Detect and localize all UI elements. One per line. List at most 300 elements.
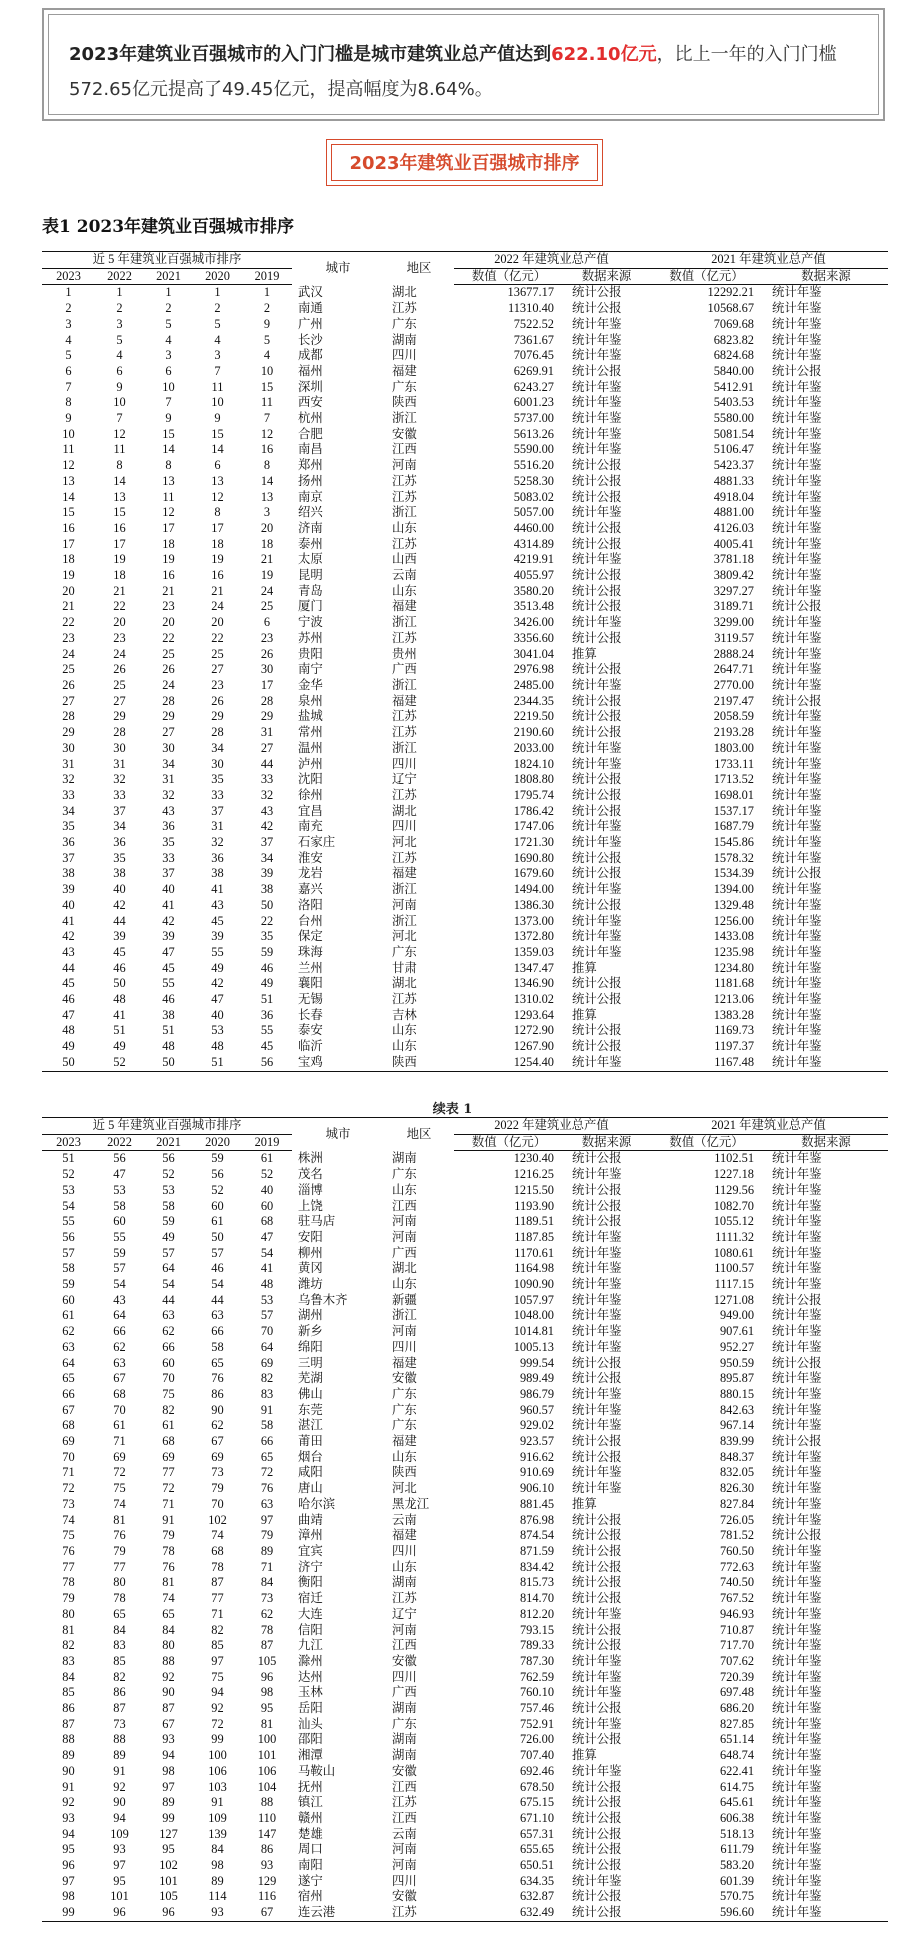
region-name: 江西 xyxy=(392,442,417,457)
table-row xyxy=(42,521,888,537)
rank-2022: 23 xyxy=(113,630,126,645)
output-2022-source: 统计年鉴 xyxy=(572,1418,622,1433)
rank-2019: 95 xyxy=(260,1701,274,1716)
rank-2020: 41 xyxy=(211,882,224,897)
city-name: 周口 xyxy=(298,1842,323,1857)
table-row xyxy=(42,490,888,506)
rank-2021: 37 xyxy=(162,866,175,881)
rank-2022: 6 xyxy=(116,363,123,378)
rank-2020: 18 xyxy=(211,536,224,551)
rank-2019: 72 xyxy=(260,1465,274,1480)
rank-2023: 94 xyxy=(62,1826,75,1841)
rank-2020: 65 xyxy=(211,1355,224,1370)
output-2021-value: 1545.86 xyxy=(713,835,755,850)
rank-group-header: 近 5 年建筑业百强城市排序 xyxy=(42,1118,292,1135)
rank-2023: 14 xyxy=(62,489,75,504)
output-2021-source: 统计年鉴 xyxy=(772,1182,822,1197)
region-name: 浙江 xyxy=(392,505,417,520)
output-2021-value: 1433.08 xyxy=(713,929,755,944)
output-2021-source: 统计年鉴 xyxy=(772,787,822,802)
rank-2021: 77 xyxy=(162,1465,175,1480)
output-2021-source: 统计年鉴 xyxy=(772,1324,822,1339)
output-2022-value: 910.69 xyxy=(519,1465,555,1480)
table-row xyxy=(42,1905,888,1921)
city-name: 潍坊 xyxy=(298,1277,323,1292)
output-2022-source: 统计年鉴 xyxy=(572,1481,622,1496)
rank-2022: 89 xyxy=(113,1748,126,1763)
table-row xyxy=(42,458,888,474)
rank-2023: 62 xyxy=(62,1324,75,1339)
rank-2021: 105 xyxy=(159,1889,178,1904)
rank-2019: 97 xyxy=(260,1512,274,1527)
rank-2019: 64 xyxy=(260,1339,274,1354)
output-2022-source: 统计公报 xyxy=(572,1512,622,1527)
output-2021-source: 统计年鉴 xyxy=(772,1371,822,1386)
rank-2022: 74 xyxy=(113,1496,126,1511)
rank-2023: 88 xyxy=(62,1732,75,1747)
output-2022-source: 统计公报 xyxy=(572,1039,622,1054)
rank-2022: 64 xyxy=(113,1308,126,1323)
region-name: 黑龙江 xyxy=(392,1496,430,1511)
output-2022-value: 5737.00 xyxy=(513,411,555,426)
rank-2020: 28 xyxy=(211,725,224,740)
rank-2021: 56 xyxy=(162,1151,175,1166)
rank-2022: 2 xyxy=(116,301,123,316)
output-2021-value: 826.30 xyxy=(719,1481,755,1496)
table-row xyxy=(42,1199,888,1215)
rank-2020: 106 xyxy=(208,1763,227,1778)
rank-2019: 41 xyxy=(260,1261,274,1276)
rank-2020: 67 xyxy=(211,1434,224,1449)
rank-2020: 7 xyxy=(214,363,221,378)
output-2021-value: 5403.53 xyxy=(713,395,755,410)
rank-2020: 4 xyxy=(214,332,221,347)
rank-2021: 51 xyxy=(162,1023,175,1038)
rank-2022: 63 xyxy=(113,1355,126,1370)
rank-group-header: 近 5 年建筑业百强城市排序 xyxy=(42,252,292,269)
output-2022-value: 1057.97 xyxy=(513,1292,555,1307)
rank-2019: 93 xyxy=(260,1858,274,1873)
table-row xyxy=(42,1214,888,1230)
output-2022-value: 815.73 xyxy=(519,1575,555,1590)
table-row xyxy=(42,1371,888,1387)
table-row xyxy=(42,819,888,835)
rank-2023: 82 xyxy=(62,1638,75,1653)
rank-2020: 85 xyxy=(211,1638,224,1653)
output-2022-value: 1272.90 xyxy=(513,1023,555,1038)
region-name: 陕西 xyxy=(384,1055,454,1071)
city-name: 武汉 xyxy=(298,285,323,300)
rank-2019: 100 xyxy=(257,1732,277,1747)
city-name: 石家庄 xyxy=(298,835,336,850)
rank-2021: 28 xyxy=(162,693,175,708)
output-2021-source: 统计年鉴 xyxy=(772,1496,822,1511)
rank-2022: 80 xyxy=(113,1575,126,1590)
output-2021-source: 统计年鉴 xyxy=(772,1810,822,1825)
section-heading-text: 2023年建筑业百强城市排序 xyxy=(331,144,598,181)
region-name: 山东 xyxy=(392,520,417,535)
rank-2020: 34 xyxy=(211,740,224,755)
rank-2020: 98 xyxy=(211,1858,224,1873)
rank-2022: 16 xyxy=(113,520,126,535)
rank-2019: 58 xyxy=(260,1418,274,1433)
rank-2023: 2 xyxy=(65,301,72,316)
output-2022-source: 统计公报 xyxy=(572,1449,622,1464)
output-2022-value: 1187.85 xyxy=(514,1229,555,1244)
table-row xyxy=(42,1560,888,1576)
rank-2020: 32 xyxy=(211,835,224,850)
rank-2021: 52 xyxy=(162,1167,175,1182)
table-row xyxy=(42,866,888,882)
rank-2022: 30 xyxy=(113,740,126,755)
output-2021-source: 统计年鉴 xyxy=(772,1763,822,1778)
rank-2020: 29 xyxy=(211,709,224,724)
city-name: 济宁 xyxy=(298,1559,323,1574)
output-2021-source: 统计年鉴 xyxy=(772,772,822,787)
region-name: 云南 xyxy=(392,1826,417,1841)
rank-2019: 101 xyxy=(257,1748,277,1763)
rank-2022: 7 xyxy=(116,411,123,426)
rank-2023: 40 xyxy=(62,897,75,912)
output-2021-header: 2021 年建筑业总产值 xyxy=(649,252,888,269)
output-2022-value: 1164.98 xyxy=(514,1261,555,1276)
rank-2021: 11 xyxy=(162,489,175,504)
city-header: 城市 xyxy=(292,252,384,285)
rank-2021: 63 xyxy=(162,1308,175,1323)
city-name: 南昌 xyxy=(298,442,323,457)
region-name: 湖北 xyxy=(392,1261,417,1276)
region-name: 四川 xyxy=(392,1543,417,1558)
rank-2023: 44 xyxy=(62,960,75,975)
output-2021-source: 统计年鉴 xyxy=(772,1151,822,1166)
output-2021-source: 统计年鉴 xyxy=(772,1308,822,1323)
table-row xyxy=(42,1701,888,1717)
rank-2020: 16 xyxy=(211,568,224,583)
rank-2021: 39 xyxy=(162,929,175,944)
output-2022-value: 11310.40 xyxy=(508,301,555,316)
output-2022-value: 757.46 xyxy=(519,1701,555,1716)
year-header: 2022 xyxy=(95,268,144,285)
city-name: 徐州 xyxy=(298,787,323,802)
table-row xyxy=(42,1544,888,1560)
table-row xyxy=(42,1623,888,1639)
rank-2020: 25 xyxy=(211,646,224,661)
output-2022-value: 1014.81 xyxy=(513,1324,555,1339)
table-row xyxy=(42,1277,888,1293)
table-row xyxy=(42,474,888,490)
rank-2023: 49 xyxy=(62,1039,75,1054)
region-name: 贵州 xyxy=(392,646,417,661)
rank-2023: 4 xyxy=(65,332,72,347)
output-2021-value: 622.41 xyxy=(719,1763,755,1778)
region-name: 福建 xyxy=(392,1434,417,1449)
output-2022-source: 统计公报 xyxy=(572,1638,622,1653)
rank-2021: 13 xyxy=(162,473,175,488)
rank-2023: 13 xyxy=(62,473,75,488)
table-row xyxy=(42,1167,888,1183)
rank-2021: 46 xyxy=(162,992,175,1007)
rank-2019: 38 xyxy=(260,882,274,897)
output-2022-value: 650.51 xyxy=(519,1858,555,1873)
intro-part1: 2023年建筑业百强城市的入门门槛是城市建筑业总产值达到 xyxy=(69,44,552,65)
output-2022-value: 632.87 xyxy=(519,1889,555,1904)
table-row xyxy=(42,1246,888,1262)
rank-2023: 16 xyxy=(62,520,75,535)
rank-2020: 46 xyxy=(211,1261,224,1276)
city-name: 连云港 xyxy=(292,1905,384,1921)
rank-2021: 94 xyxy=(162,1748,175,1763)
rank-2023: 10 xyxy=(62,426,75,441)
year-header: 2023 xyxy=(42,268,95,285)
rank-2021: 34 xyxy=(162,756,175,771)
output-2021-value: 596.60 xyxy=(649,1905,764,1921)
rank-2023: 30 xyxy=(62,740,75,755)
rank-2021: 26 xyxy=(162,662,175,677)
region-name: 江西 xyxy=(392,1638,417,1653)
region-name: 福建 xyxy=(392,866,417,881)
rank-2022: 9 xyxy=(116,379,123,394)
rank-2022: 72 xyxy=(113,1465,126,1480)
output-2021-value: 842.63 xyxy=(719,1402,755,1417)
output-2022-source: 统计公报 xyxy=(572,489,622,504)
city-name: 三明 xyxy=(298,1355,323,1370)
rank-2020: 73 xyxy=(211,1465,224,1480)
output-2021-value: 3299.00 xyxy=(713,615,755,630)
table-row xyxy=(42,1685,888,1701)
output-2022-value: 1193.90 xyxy=(514,1198,555,1213)
output-2021-source: 统计年鉴 xyxy=(772,1638,822,1653)
output-2022-value: 6243.27 xyxy=(513,379,555,394)
rank-2020: 74 xyxy=(211,1528,224,1543)
region-name: 山东 xyxy=(392,1039,417,1054)
intro-text xyxy=(48,14,879,115)
rank-2022: 79 xyxy=(113,1543,126,1558)
region-name: 四川 xyxy=(392,1669,417,1684)
rank-2019: 104 xyxy=(257,1779,277,1794)
rank-2023: 34 xyxy=(62,803,75,818)
rank-2021: 35 xyxy=(162,835,175,850)
rank-2021: 33 xyxy=(162,850,175,865)
output-2022-source: 统计年鉴 xyxy=(572,1245,622,1260)
output-2021-source: 统计年鉴 xyxy=(772,442,822,457)
output-2022-source: 统计年鉴 xyxy=(572,1167,622,1182)
city-name: 兰州 xyxy=(298,960,323,975)
output-2021-source: 统计年鉴 xyxy=(772,850,822,865)
output-2021-value: 1102.51 xyxy=(714,1151,755,1166)
region-name: 江苏 xyxy=(384,1905,454,1921)
output-2021-source: 统计公报 xyxy=(772,1355,822,1370)
ranking-table xyxy=(42,251,888,1072)
rank-2019: 26 xyxy=(260,646,274,661)
table-row xyxy=(42,1434,888,1450)
region-name: 四川 xyxy=(392,756,417,771)
rank-2021: 75 xyxy=(162,1386,175,1401)
rank-2020: 5 xyxy=(214,316,221,331)
region-name: 河南 xyxy=(392,1229,417,1244)
table-row xyxy=(42,1827,888,1843)
rank-2021: 19 xyxy=(162,552,175,567)
output-2022-source: 统计年鉴 xyxy=(572,835,622,850)
rank-2021: 82 xyxy=(162,1402,175,1417)
output-2022-value: 1386.30 xyxy=(513,897,555,912)
rank-2019: 91 xyxy=(260,1402,274,1417)
table-row xyxy=(42,364,888,380)
output-2021-source: 统计公报 xyxy=(772,363,822,378)
city-name: 驻马店 xyxy=(298,1214,336,1229)
output-2022-value: 1824.10 xyxy=(513,756,555,771)
table-row xyxy=(42,788,888,804)
region-name: 江苏 xyxy=(392,1795,417,1810)
rank-2022: 90 xyxy=(113,1795,126,1810)
region-name: 河北 xyxy=(392,1481,417,1496)
rank-2021: 18 xyxy=(162,536,175,551)
rank-2023: 67 xyxy=(62,1402,75,1417)
output-2021-value: 772.63 xyxy=(719,1559,755,1574)
output-2021-value: 1100.57 xyxy=(714,1261,755,1276)
city-name: 盐城 xyxy=(298,709,323,724)
output-2021-source: 统计年鉴 xyxy=(772,552,822,567)
table-row xyxy=(42,1607,888,1623)
output-2022-value: 1372.80 xyxy=(513,929,555,944)
rank-2023: 28 xyxy=(62,709,75,724)
table-row xyxy=(42,1638,888,1654)
output-2022-value: 1679.60 xyxy=(513,866,555,881)
table-row xyxy=(42,1023,888,1039)
rank-2020: 99 xyxy=(211,1732,224,1747)
city-name: 青岛 xyxy=(298,583,323,598)
rank-2022: 8 xyxy=(116,458,123,473)
region-name: 广东 xyxy=(392,944,417,959)
rank-2022: 66 xyxy=(113,1324,126,1339)
city-name: 临沂 xyxy=(298,1039,323,1054)
region-name: 广西 xyxy=(392,1245,417,1260)
rank-2022: 24 xyxy=(113,646,126,661)
output-2022-value: 1494.00 xyxy=(513,882,555,897)
rank-2022: 42 xyxy=(113,897,126,912)
output-2021-source: 统计年鉴 xyxy=(772,1339,822,1354)
rank-2019: 67 xyxy=(242,1905,292,1921)
region-name: 广东 xyxy=(392,1418,417,1433)
region-name: 安徽 xyxy=(392,1889,417,1904)
rank-2021: 58 xyxy=(162,1198,175,1213)
output-2022-source: 统计年鉴 xyxy=(572,411,622,426)
output-2022-source: 统计公报 xyxy=(572,1198,622,1213)
rank-2023: 27 xyxy=(62,693,75,708)
rank-2021: 62 xyxy=(162,1324,175,1339)
rank-2022: 77 xyxy=(113,1559,126,1574)
region-name: 河南 xyxy=(392,1214,417,1229)
rank-2022: 93 xyxy=(113,1842,126,1857)
region-name: 福建 xyxy=(392,363,417,378)
rank-2020: 50 xyxy=(211,1229,224,1244)
table-row xyxy=(42,961,888,977)
output-2022-value: 929.02 xyxy=(519,1418,555,1433)
table-row xyxy=(42,584,888,600)
rank-2019: 27 xyxy=(260,740,274,755)
rank-2020: 23 xyxy=(211,677,224,692)
table-row xyxy=(42,694,888,710)
rank-2022: 68 xyxy=(113,1386,126,1401)
city-name: 哈尔滨 xyxy=(298,1496,336,1511)
output-2021-source: 统计年鉴 xyxy=(772,1826,822,1841)
city-name: 漳州 xyxy=(298,1528,323,1543)
rank-2023: 75 xyxy=(62,1528,75,1543)
output-2021-source: 统计年鉴 xyxy=(772,1261,822,1276)
output-2022-source: 统计年鉴 xyxy=(572,552,622,567)
table-row xyxy=(42,772,888,788)
rank-2021: 84 xyxy=(162,1622,175,1637)
output-2021-header: 2021 年建筑业总产值 xyxy=(649,1118,888,1135)
output-2021-value: 880.15 xyxy=(719,1386,755,1401)
value-header: 数值（亿元） xyxy=(649,1134,764,1151)
output-2022-source: 统计年鉴 xyxy=(572,1229,622,1244)
rank-2022: 41 xyxy=(113,1007,126,1022)
output-2021-value: 3119.57 xyxy=(714,630,755,645)
table-row xyxy=(42,1858,888,1874)
region-name: 江苏 xyxy=(392,489,417,504)
rank-2021: 97 xyxy=(162,1779,175,1794)
city-name: 达州 xyxy=(298,1669,323,1684)
rank-2019: 40 xyxy=(260,1182,274,1197)
output-2021-source: 统计年鉴 xyxy=(772,536,822,551)
table-row xyxy=(42,1513,888,1529)
output-2022-value: 13677.17 xyxy=(507,285,555,300)
region-name: 江西 xyxy=(392,1810,417,1825)
region-name: 广西 xyxy=(392,662,417,677)
rank-2022: 11 xyxy=(113,442,126,457)
rank-2020: 44 xyxy=(211,1292,224,1307)
output-2022-header: 2022 年建筑业总产值 xyxy=(454,1118,649,1135)
output-2022-source: 统计年鉴 xyxy=(572,740,622,755)
output-2021-value: 1578.32 xyxy=(713,850,755,865)
table-row xyxy=(42,1654,888,1670)
rank-2021: 47 xyxy=(162,944,175,959)
output-2022-source: 统计公报 xyxy=(572,285,622,300)
rank-2019: 37 xyxy=(260,835,274,850)
rank-2022: 61 xyxy=(113,1418,126,1433)
rank-2023: 63 xyxy=(62,1339,75,1354)
rank-2019: 11 xyxy=(261,395,273,410)
region-header: 地区 xyxy=(384,1118,454,1151)
output-2021-value: 707.62 xyxy=(719,1653,755,1668)
rank-2023: 81 xyxy=(62,1622,75,1637)
output-2022-source: 统计年鉴 xyxy=(572,1292,622,1307)
rank-2020: 14 xyxy=(211,442,224,457)
output-2022-source: 统计公报 xyxy=(572,1559,622,1574)
rank-2022: 39 xyxy=(113,929,126,944)
output-2022-source: 统计公报 xyxy=(572,1889,622,1904)
output-2022-source: 统计公报 xyxy=(572,458,622,473)
rank-2019: 15 xyxy=(260,379,274,394)
output-2021-value: 1537.17 xyxy=(713,803,755,818)
output-2021-source: 统计年鉴 xyxy=(772,1795,822,1810)
rank-2019: 32 xyxy=(260,787,274,802)
rank-2023: 7 xyxy=(65,379,72,394)
rank-2022: 51 xyxy=(113,1023,126,1038)
city-name: 邵阳 xyxy=(298,1732,323,1747)
region-name: 河南 xyxy=(392,1858,417,1873)
output-2021-source: 统计年鉴 xyxy=(772,1402,822,1417)
output-2021-value: 570.75 xyxy=(719,1889,755,1904)
output-2022-value: 1747.06 xyxy=(513,819,555,834)
rank-2019: 88 xyxy=(260,1795,274,1810)
output-2021-value: 2770.00 xyxy=(713,677,755,692)
table-row xyxy=(42,427,888,443)
output-2022-value: 4219.91 xyxy=(513,552,555,567)
output-2021-source: 统计年鉴 xyxy=(772,835,822,850)
rank-2022: 20 xyxy=(113,615,126,630)
rank-2020: 56 xyxy=(211,1167,224,1182)
